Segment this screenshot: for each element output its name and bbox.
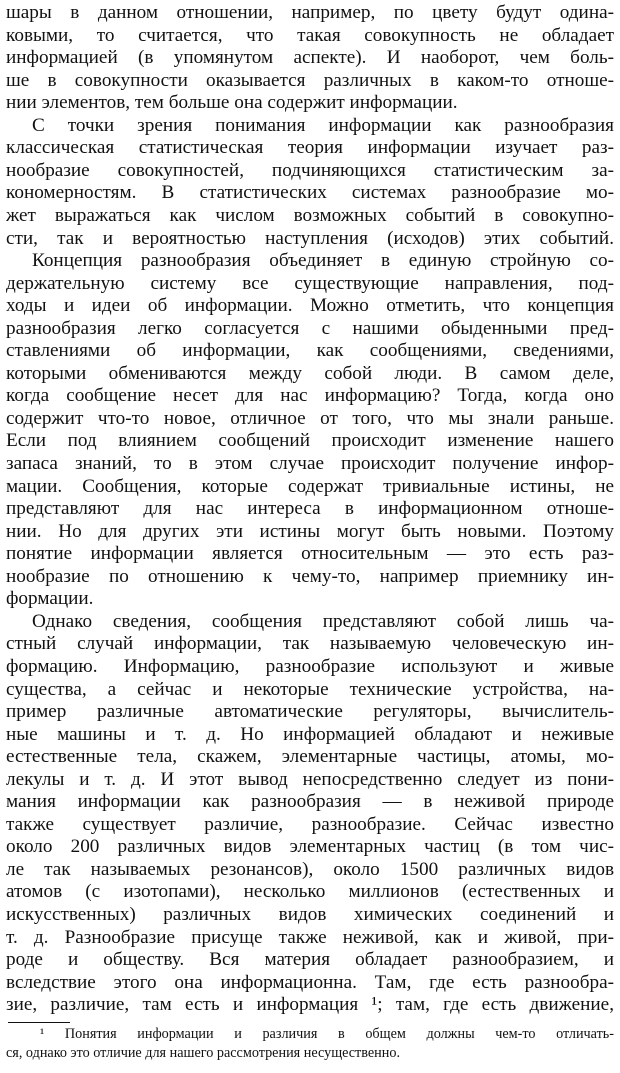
footnote-line: ¹ Понятия информации и различия в общем должны чем-то отличать- [40,1025,614,1042]
text-line: т. д. Разнообразие присуще также неживой, как и живой, при- [6,926,614,948]
text-line: существа, а сейчас и некоторые технические устройства, на- [6,678,614,700]
text-line: около 200 различных видов элементарных частиц (в том чис- [6,836,614,858]
text-line: зие, различие, там есть и информация ¹; там, где есть движение, [6,994,614,1016]
text-line: ковыми, то считается, что такая совокупность не обладает [6,24,614,46]
text-line: мания информации как разнообразия — в неживой природе [6,791,614,813]
text-line: держательную систему все существующие направления, под- [6,272,614,294]
text-line: естественные тела, скажем, элементарные частицы, атомы, мо- [6,746,614,768]
text-line: вследствие этого она информационна. Там, где есть разнообра- [6,971,614,993]
text-line: запаса знаний, то в этом случае происходит получение инфор- [6,453,614,474]
text-line: нии. Но для других эти истины могут быть новыми. Поэтому [6,520,614,542]
text-line: когда сообщение несет для нас информацию? Тогда, когда оно [6,385,614,407]
text-line: мации. Сообщения, которые содержат тривиальные истины, не [6,475,614,497]
text-line: классическая статистическая теория информации изучает раз- [6,137,614,159]
paragraph-first-line: Концепция разнообразия объединяет в единую стройную со- [32,250,614,272]
text-line: нообразие совокупностей, подчиняющихся статистическим за- [6,159,614,181]
footnote-divider [8,1022,70,1023]
text-line: ше в совокупности оказывается различных в каком-то отноше- [6,69,614,91]
text-line: представляют для нас интереса в информационном отноше- [6,498,614,520]
text-line: искусственных) различных видов химических соединений и [6,904,614,925]
text-line: ле так называемых резонансов), около 1500 различных видов [6,858,614,880]
text-line: нообразие по отношению к чему-то, например приемнику ин- [6,565,614,587]
footnote-line: ся, однако это отличие для нашего рассмотрения несущественно. [6,1044,400,1061]
text-line: понятие информации является относительным — это есть раз- [6,543,614,565]
text-line: нии элементов, тем больше она содержит информации. [6,92,458,114]
text-line: разнообразия легко согласуется с нашими обыденными пред- [6,317,614,339]
text-line: формацию. Информацию, разнообразие используют и живые [6,655,614,677]
text-line: ходы и идеи об информации. Можно отметить, что концепция [6,295,614,317]
text-line: которыми обмениваются между собой люди. В самом деле, [6,362,614,384]
paragraph-first-line: Однако сведения, сообщения представляют собой лишь ча- [32,610,614,632]
text-line: кономерностям. В статистических системах разнообразие мо- [6,182,614,204]
text-line: Если под влиянием сообщений происходит изменение нашего [6,430,614,452]
paragraph-first-line: С точки зрения понимания информации как разнообразия [32,114,614,136]
text-line: шары в данном отношении, например, по цвету будут одина- [6,2,614,23]
text-line: информацией (в упомянутом аспекте). И наоборот, чем боль- [6,47,614,69]
text-line: роде и обществу. Вся материя обладает разнообразием, и [6,949,614,971]
text-line: ные машины и т. д. Но информацией обладают и неживые [6,723,614,745]
text-line: лекулы и т. д. И этот вывод непосредственно следует из пони- [6,768,614,790]
text-line: сти, так и вероятностью наступления (исходов) этих событий. [6,227,614,249]
book-page [6,0,614,1073]
text-line: ставлениями об информации, как сообщениями, сведениями, [6,340,614,362]
text-line: пример различные автоматические регуляторы, вычислитель- [6,701,614,723]
text-line: стный случай информации, так называемую человеческую ин- [6,633,614,655]
text-line: формации. [6,588,94,610]
text-line: жет выражаться как числом возможных событий в совокупно- [6,204,614,226]
text-line: также существует различие, разнообразие. Сейчас известно [6,813,614,835]
text-line: атомов (с изотопами), несколько миллионов (естественных и [6,881,614,903]
text-line: содержит что-то новое, отличное от того, что мы знали раньше. [6,407,614,429]
